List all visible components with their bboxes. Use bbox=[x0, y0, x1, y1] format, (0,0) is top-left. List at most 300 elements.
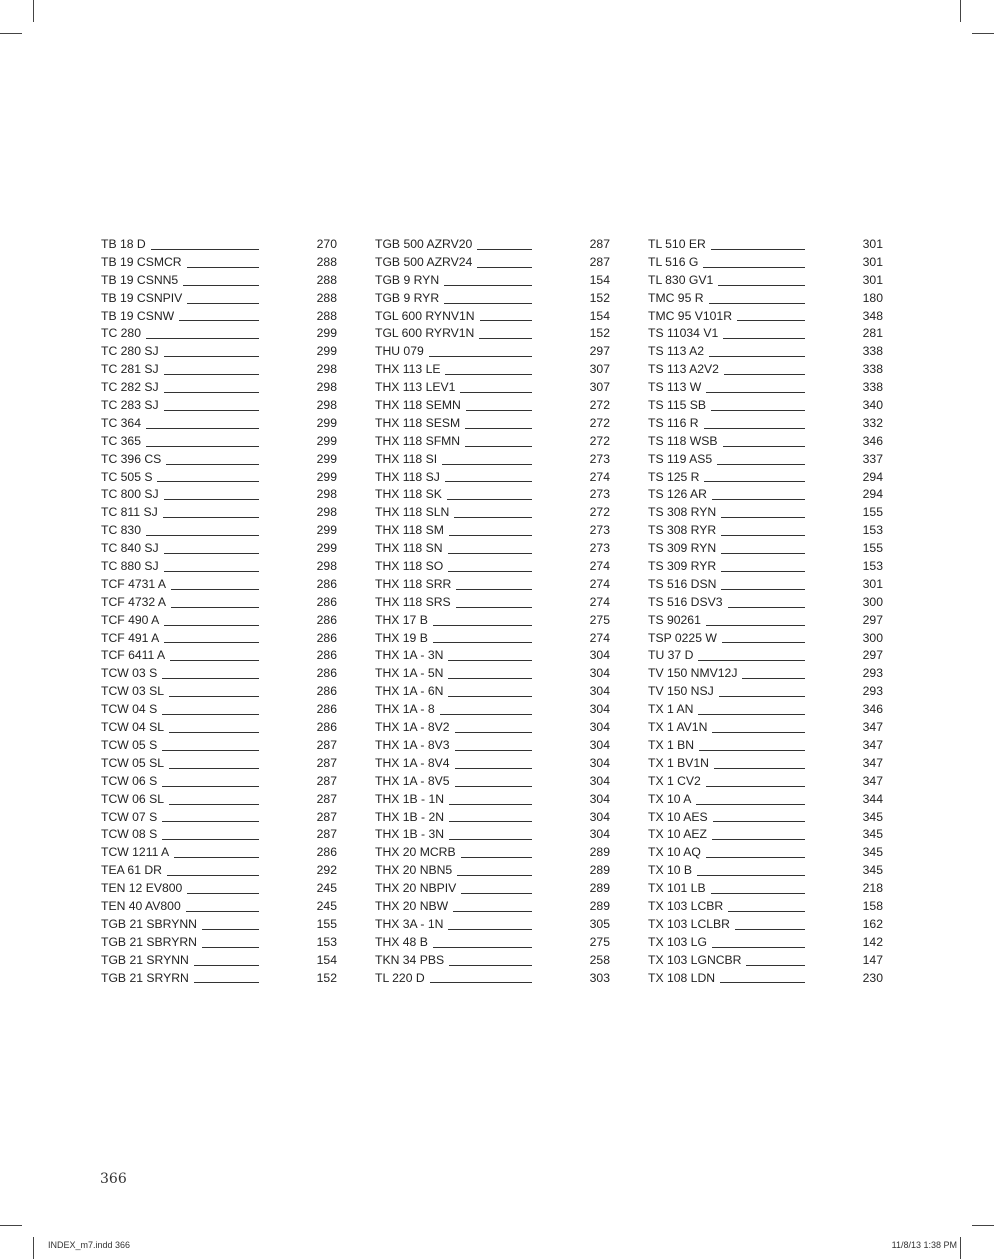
index-entry bbox=[648, 272, 883, 290]
entry-page: 348 bbox=[862, 308, 883, 323]
slug-datetime: 11/8/13 1:38 PM bbox=[891, 1240, 957, 1250]
entry-page: 304 bbox=[589, 684, 610, 699]
index-entry bbox=[648, 755, 883, 773]
index-entry bbox=[648, 290, 883, 308]
entry-code: THU 079 bbox=[375, 343, 429, 361]
entry-page: 301 bbox=[862, 254, 883, 269]
entry-code: TC 811 SJ bbox=[101, 504, 163, 522]
entry-code: TCW 04 S bbox=[101, 701, 162, 719]
entry-code: TV 150 NMV12J bbox=[648, 665, 742, 683]
entry-code: THX 113 LE bbox=[375, 361, 445, 379]
index-entry bbox=[648, 862, 883, 880]
index-entry bbox=[101, 308, 337, 326]
entry-page: 152 bbox=[589, 326, 610, 341]
index-entry bbox=[648, 826, 883, 844]
index-entry bbox=[375, 809, 610, 827]
entry-page: 245 bbox=[316, 881, 337, 896]
index-entry bbox=[375, 880, 610, 898]
entry-code: TX 1 AN bbox=[648, 701, 698, 719]
index-entry bbox=[648, 612, 883, 630]
index-entry bbox=[375, 952, 610, 970]
index-entry bbox=[375, 343, 610, 361]
entry-code: TSP 0225 W bbox=[648, 630, 722, 648]
entry-page: 298 bbox=[316, 398, 337, 413]
entry-code: TL 830 GV1 bbox=[648, 272, 718, 290]
entry-page: 344 bbox=[862, 791, 883, 806]
index-entry bbox=[375, 630, 610, 648]
entry-page: 153 bbox=[862, 523, 883, 538]
entry-code: THX 118 SJ bbox=[375, 469, 445, 487]
entry-code: TCF 4731 A bbox=[101, 576, 171, 594]
entry-code: TGL 600 RYNV1N bbox=[375, 308, 480, 326]
index-entry bbox=[375, 540, 610, 558]
entry-code: TC 505 S bbox=[101, 469, 157, 487]
entry-page: 337 bbox=[862, 451, 883, 466]
index-entry bbox=[375, 415, 610, 433]
index-entry bbox=[648, 916, 883, 934]
entry-page: 286 bbox=[316, 576, 337, 591]
index-entry bbox=[648, 433, 883, 451]
entry-page: 180 bbox=[862, 290, 883, 305]
index-entry bbox=[101, 647, 337, 665]
index-entry bbox=[648, 665, 883, 683]
index-entry bbox=[375, 379, 610, 397]
entry-code: THX 118 SN bbox=[375, 540, 448, 558]
entry-page: 299 bbox=[316, 523, 337, 538]
entry-code: TCW 03 S bbox=[101, 665, 162, 683]
index-column-2 bbox=[375, 236, 610, 987]
index-entry bbox=[648, 737, 883, 755]
entry-code: TGB 21 SRYNN bbox=[101, 952, 194, 970]
entry-page: 299 bbox=[316, 326, 337, 341]
entry-code: TMC 95 R bbox=[648, 290, 709, 308]
entry-code: TS 113 A2V2 bbox=[648, 361, 724, 379]
entry-code: THX 1A - 8V4 bbox=[375, 755, 455, 773]
entry-page: 153 bbox=[862, 559, 883, 574]
index-entry bbox=[101, 719, 337, 737]
entry-page: 289 bbox=[589, 845, 610, 860]
entry-page: 293 bbox=[862, 666, 883, 681]
entry-code: THX 118 SI bbox=[375, 451, 442, 469]
crop-mark bbox=[0, 1225, 22, 1226]
entry-page: 304 bbox=[589, 666, 610, 681]
entry-page: 304 bbox=[589, 755, 610, 770]
entry-code: THX 118 SRS bbox=[375, 594, 456, 612]
index-entry bbox=[101, 630, 337, 648]
entry-code: TC 880 SJ bbox=[101, 558, 164, 576]
entry-code: THX 1A - 5N bbox=[375, 665, 448, 683]
entry-page: 273 bbox=[589, 541, 610, 556]
entry-page: 286 bbox=[316, 845, 337, 860]
entry-page: 272 bbox=[589, 433, 610, 448]
index-entry bbox=[648, 522, 883, 540]
entry-page: 307 bbox=[589, 362, 610, 377]
index-entry bbox=[648, 934, 883, 952]
index-entry bbox=[101, 254, 337, 272]
index-entry bbox=[648, 236, 883, 254]
entry-code: THX 118 SRR bbox=[375, 576, 456, 594]
entry-page: 304 bbox=[589, 773, 610, 788]
index-entry bbox=[101, 594, 337, 612]
crop-mark bbox=[960, 0, 961, 22]
index-entry bbox=[375, 970, 610, 988]
entry-page: 154 bbox=[589, 272, 610, 287]
entry-page: 301 bbox=[862, 237, 883, 251]
index-entry bbox=[375, 755, 610, 773]
entry-page: 162 bbox=[862, 916, 883, 931]
entry-code: THX 1B - 1N bbox=[375, 791, 449, 809]
index-entry bbox=[101, 862, 337, 880]
entry-page: 300 bbox=[862, 594, 883, 609]
entry-page: 155 bbox=[862, 541, 883, 556]
index-entry bbox=[375, 826, 610, 844]
entry-page: 346 bbox=[862, 702, 883, 717]
entry-code: TCF 4732 A bbox=[101, 594, 171, 612]
entry-code: TX 10 A bbox=[648, 791, 696, 809]
entry-page: 300 bbox=[862, 630, 883, 645]
entry-code: TX 10 AEZ bbox=[648, 826, 712, 844]
entry-code: THX 118 SLN bbox=[375, 504, 454, 522]
index-entry bbox=[375, 612, 610, 630]
index-entry bbox=[101, 701, 337, 719]
entry-code: TX 103 LCBR bbox=[648, 898, 728, 916]
index-entry bbox=[101, 826, 337, 844]
entry-code: TS 90261 bbox=[648, 612, 706, 630]
entry-code: THX 20 NBN5 bbox=[375, 862, 457, 880]
entry-page: 287 bbox=[316, 755, 337, 770]
index-entry bbox=[101, 397, 337, 415]
index-entry bbox=[375, 272, 610, 290]
index-entry bbox=[375, 290, 610, 308]
index-column-1 bbox=[101, 236, 337, 987]
entry-code: TGB 21 SRYRN bbox=[101, 970, 194, 988]
index-entry bbox=[101, 970, 337, 988]
index-entry bbox=[648, 880, 883, 898]
entry-code: TEN 40 AV800 bbox=[101, 898, 186, 916]
index-entry bbox=[375, 469, 610, 487]
index-entry bbox=[375, 594, 610, 612]
entry-page: 299 bbox=[316, 415, 337, 430]
entry-code: TS 516 DSV3 bbox=[648, 594, 728, 612]
entry-code: TGB 500 AZRV20 bbox=[375, 236, 477, 254]
entry-page: 294 bbox=[862, 487, 883, 502]
index-entry bbox=[101, 290, 337, 308]
entry-code: TCW 05 S bbox=[101, 737, 162, 755]
entry-page: 287 bbox=[316, 809, 337, 824]
entry-code: TCF 491 A bbox=[101, 630, 164, 648]
entry-code: TB 18 D bbox=[101, 236, 151, 254]
entry-code: TS 113 W bbox=[648, 379, 706, 397]
index-entry bbox=[375, 451, 610, 469]
entry-page: 299 bbox=[316, 344, 337, 359]
entry-code: TX 10 AES bbox=[648, 809, 713, 827]
entry-page: 286 bbox=[316, 594, 337, 609]
index-column-3 bbox=[648, 236, 883, 987]
entry-code: TC 282 SJ bbox=[101, 379, 164, 397]
entry-code: THX 20 MCRB bbox=[375, 844, 461, 862]
index-entry bbox=[101, 773, 337, 791]
entry-page: 347 bbox=[862, 720, 883, 735]
entry-page: 155 bbox=[862, 505, 883, 520]
page-number: 366 bbox=[100, 1171, 127, 1187]
entry-page: 147 bbox=[862, 952, 883, 967]
entry-page: 294 bbox=[862, 469, 883, 484]
index-entry bbox=[648, 540, 883, 558]
index-entry bbox=[375, 397, 610, 415]
entry-code: THX 118 SO bbox=[375, 558, 448, 576]
index-entry bbox=[648, 397, 883, 415]
index-entry bbox=[101, 236, 337, 254]
entry-code: TCW 06 SL bbox=[101, 791, 169, 809]
index-entry bbox=[101, 486, 337, 504]
entry-page: 299 bbox=[316, 433, 337, 448]
entry-page: 338 bbox=[862, 362, 883, 377]
index-entry bbox=[375, 361, 610, 379]
index-entry bbox=[101, 612, 337, 630]
entry-page: 347 bbox=[862, 773, 883, 788]
index-entry bbox=[101, 665, 337, 683]
entry-code: TX 108 LDN bbox=[648, 970, 720, 988]
entry-code: TC 283 SJ bbox=[101, 397, 164, 415]
entry-page: 304 bbox=[589, 720, 610, 735]
entry-page: 152 bbox=[316, 970, 337, 985]
entry-code: TCF 490 A bbox=[101, 612, 164, 630]
index-entry bbox=[648, 952, 883, 970]
entry-page: 345 bbox=[862, 827, 883, 842]
entry-code: TX 101 LB bbox=[648, 880, 711, 898]
entry-code: TL 510 ER bbox=[648, 236, 711, 254]
index-entry bbox=[375, 844, 610, 862]
entry-code: TGB 9 RYN bbox=[375, 272, 444, 290]
entry-code: TC 365 bbox=[101, 433, 146, 451]
entry-code: TS 11034 V1 bbox=[648, 325, 723, 343]
index-entry bbox=[648, 594, 883, 612]
index-entry bbox=[375, 236, 610, 254]
entry-page: 304 bbox=[589, 737, 610, 752]
index-entry bbox=[648, 809, 883, 827]
entry-page: 287 bbox=[589, 254, 610, 269]
index-entry bbox=[101, 469, 337, 487]
entry-code: TS 125 R bbox=[648, 469, 704, 487]
entry-code: TB 19 CSNPIV bbox=[101, 290, 187, 308]
entry-code: TS 308 RYR bbox=[648, 522, 721, 540]
entry-code: TCW 1211 A bbox=[101, 844, 174, 862]
entry-page: 275 bbox=[589, 612, 610, 627]
entry-page: 299 bbox=[316, 469, 337, 484]
entry-page: 155 bbox=[316, 916, 337, 931]
index-entry bbox=[101, 755, 337, 773]
entry-page: 142 bbox=[862, 934, 883, 949]
entry-page: 281 bbox=[862, 326, 883, 341]
index-entry bbox=[375, 558, 610, 576]
entry-code: TEA 61 DR bbox=[101, 862, 167, 880]
entry-page: 273 bbox=[589, 487, 610, 502]
entry-page: 218 bbox=[862, 881, 883, 896]
entry-code: THX 48 B bbox=[375, 934, 433, 952]
entry-code: TS 115 SB bbox=[648, 397, 711, 415]
index-entry bbox=[648, 469, 883, 487]
crop-mark bbox=[0, 33, 22, 34]
entry-page: 293 bbox=[862, 684, 883, 699]
index-entry bbox=[375, 522, 610, 540]
index-entry bbox=[375, 433, 610, 451]
entry-code: TX 103 LG bbox=[648, 934, 712, 952]
entry-page: 338 bbox=[862, 344, 883, 359]
entry-code: TB 19 CSNW bbox=[101, 308, 179, 326]
index-entry bbox=[648, 504, 883, 522]
crop-mark bbox=[972, 33, 994, 34]
index-entry bbox=[101, 952, 337, 970]
index-entry bbox=[648, 630, 883, 648]
index-entry bbox=[375, 576, 610, 594]
entry-page: 274 bbox=[589, 576, 610, 591]
index-entry bbox=[375, 737, 610, 755]
entry-code: TC 840 SJ bbox=[101, 540, 164, 558]
entry-code: TB 19 CSNN5 bbox=[101, 272, 183, 290]
index-entry bbox=[648, 791, 883, 809]
entry-page: 288 bbox=[316, 308, 337, 323]
entry-code: TC 396 CS bbox=[101, 451, 166, 469]
entry-page: 287 bbox=[316, 737, 337, 752]
entry-page: 274 bbox=[589, 559, 610, 574]
index-entry bbox=[375, 665, 610, 683]
entry-page: 346 bbox=[862, 433, 883, 448]
index-entry bbox=[648, 647, 883, 665]
entry-page: 299 bbox=[316, 451, 337, 466]
entry-code: TX 103 LCLBR bbox=[648, 916, 735, 934]
index-entry bbox=[101, 433, 337, 451]
crop-mark bbox=[972, 1225, 994, 1226]
entry-page: 297 bbox=[862, 648, 883, 663]
entry-page: 298 bbox=[316, 559, 337, 574]
entry-code: THX 1A - 3N bbox=[375, 647, 448, 665]
entry-code: TL 516 G bbox=[648, 254, 703, 272]
entry-page: 297 bbox=[862, 612, 883, 627]
index-entry bbox=[648, 844, 883, 862]
index-entry bbox=[101, 898, 337, 916]
entry-page: 274 bbox=[589, 594, 610, 609]
entry-code: TS 126 AR bbox=[648, 486, 712, 504]
index-entry bbox=[648, 558, 883, 576]
entry-code: TX 1 CV2 bbox=[648, 773, 706, 791]
entry-code: THX 118 SFMN bbox=[375, 433, 465, 451]
index-entry bbox=[101, 809, 337, 827]
entry-code: TC 800 SJ bbox=[101, 486, 164, 504]
index-entry bbox=[648, 254, 883, 272]
index-entry bbox=[648, 325, 883, 343]
index-entry bbox=[648, 719, 883, 737]
index-entry bbox=[375, 647, 610, 665]
entry-page: 298 bbox=[316, 505, 337, 520]
entry-code: TGB 500 AZRV24 bbox=[375, 254, 477, 272]
entry-page: 286 bbox=[316, 720, 337, 735]
index-entry bbox=[101, 379, 337, 397]
entry-code: THX 20 NBPIV bbox=[375, 880, 461, 898]
entry-code: TS 516 DSN bbox=[648, 576, 721, 594]
index-entry bbox=[375, 773, 610, 791]
entry-page: 307 bbox=[589, 380, 610, 395]
entry-page: 230 bbox=[862, 970, 883, 985]
index-entry bbox=[101, 504, 337, 522]
entry-page: 301 bbox=[862, 576, 883, 591]
entry-page: 272 bbox=[589, 398, 610, 413]
entry-code: TCW 06 S bbox=[101, 773, 162, 791]
entry-page: 286 bbox=[316, 630, 337, 645]
entry-page: 275 bbox=[589, 934, 610, 949]
entry-page: 286 bbox=[316, 648, 337, 663]
entry-page: 301 bbox=[862, 272, 883, 287]
entry-page: 299 bbox=[316, 541, 337, 556]
entry-code: TU 37 D bbox=[648, 647, 698, 665]
entry-code: TKN 34 PBS bbox=[375, 952, 449, 970]
entry-page: 287 bbox=[316, 791, 337, 806]
entry-code: TC 281 SJ bbox=[101, 361, 164, 379]
index-entry bbox=[648, 970, 883, 988]
entry-code: TCW 03 SL bbox=[101, 683, 169, 701]
entry-code: TCW 04 SL bbox=[101, 719, 169, 737]
entry-code: TS 309 RYN bbox=[648, 540, 721, 558]
entry-code: THX 113 LEV1 bbox=[375, 379, 460, 397]
entry-page: 298 bbox=[316, 380, 337, 395]
index-entry bbox=[101, 880, 337, 898]
entry-page: 272 bbox=[589, 415, 610, 430]
entry-code: TS 116 R bbox=[648, 415, 704, 433]
entry-page: 286 bbox=[316, 612, 337, 627]
entry-code: TX 1 AV1N bbox=[648, 719, 712, 737]
index-entry bbox=[648, 361, 883, 379]
entry-page: 298 bbox=[316, 487, 337, 502]
crop-mark bbox=[960, 1237, 961, 1259]
entry-code: TC 830 bbox=[101, 522, 146, 540]
index-entry bbox=[375, 898, 610, 916]
crop-mark bbox=[33, 0, 34, 22]
entry-code: THX 1A - 8V2 bbox=[375, 719, 455, 737]
index-entry bbox=[375, 504, 610, 522]
index-entry bbox=[375, 683, 610, 701]
entry-page: 273 bbox=[589, 523, 610, 538]
entry-page: 289 bbox=[589, 881, 610, 896]
entry-code: TGB 21 SBRYRN bbox=[101, 934, 202, 952]
entry-code: THX 1B - 3N bbox=[375, 826, 449, 844]
entry-page: 345 bbox=[862, 845, 883, 860]
index-entry bbox=[101, 522, 337, 540]
entry-code: TEN 12 EV800 bbox=[101, 880, 187, 898]
entry-code: TL 220 D bbox=[375, 970, 430, 988]
entry-page: 305 bbox=[589, 916, 610, 931]
index-entry bbox=[101, 451, 337, 469]
entry-page: 154 bbox=[316, 952, 337, 967]
entry-page: 273 bbox=[589, 451, 610, 466]
index-entry bbox=[101, 934, 337, 952]
index-entry bbox=[375, 934, 610, 952]
index-entry bbox=[101, 272, 337, 290]
entry-page: 272 bbox=[589, 505, 610, 520]
entry-code: THX 118 SK bbox=[375, 486, 447, 504]
index-entry bbox=[648, 773, 883, 791]
entry-code: TMC 95 V101R bbox=[648, 308, 737, 326]
entry-page: 274 bbox=[589, 630, 610, 645]
entry-page: 245 bbox=[316, 898, 337, 913]
index-entry bbox=[648, 683, 883, 701]
index-entry bbox=[648, 576, 883, 594]
index-entry bbox=[375, 862, 610, 880]
index-entry bbox=[101, 576, 337, 594]
entry-page: 287 bbox=[589, 237, 610, 251]
entry-code: THX 1A - 8 bbox=[375, 701, 440, 719]
entry-code: THX 1A - 8V5 bbox=[375, 773, 455, 791]
index-entry bbox=[648, 486, 883, 504]
entry-page: 258 bbox=[589, 952, 610, 967]
